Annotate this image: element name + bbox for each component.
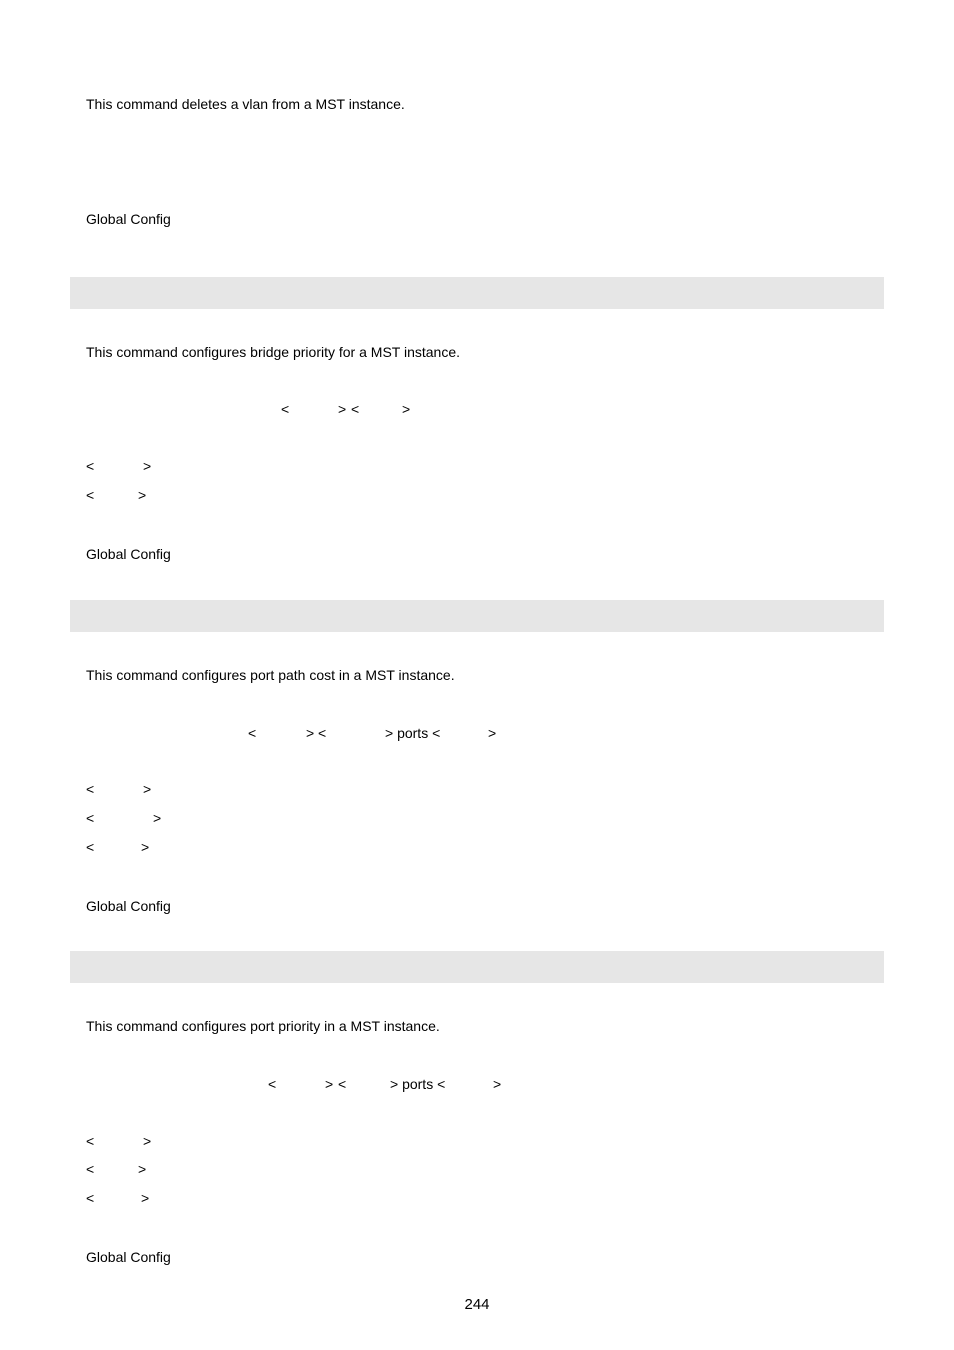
section-1-description: This command deletes a vlan from a MST instance. [86, 96, 405, 112]
section-3-header-bar [70, 600, 884, 632]
section-2-syntax-gt-1: > [338, 401, 347, 417]
section-4-description: This command configures port priority in a MST instance. [86, 1018, 440, 1034]
section-4-syntax-gt-3: > [493, 1076, 502, 1092]
section-3-param-1-lt: < [86, 781, 95, 797]
section-3-syntax-gt-3: > [488, 725, 497, 741]
section-3-syntax-lt-1: < [248, 725, 257, 741]
section-2-param-1-gt: > [143, 458, 152, 474]
section-3-param-1-gt: > [143, 781, 152, 797]
section-2-syntax-gt-2: > [402, 401, 411, 417]
section-3-param-2-lt: < [86, 810, 95, 826]
section-4-param-3-lt: < [86, 1190, 95, 1206]
section-4-syntax-gt-1: > [325, 1076, 334, 1092]
section-2-description: This command configures bridge priority for a MST instance. [86, 344, 461, 360]
section-2-param-2-gt: > [138, 487, 147, 503]
section-2-syntax-lt-1: < [281, 401, 290, 417]
section-2-command-mode: Global Config [86, 546, 171, 562]
section-4-syntax-lt-2: < [338, 1076, 347, 1092]
section-2-header-bar [70, 277, 884, 309]
section-3-param-3-lt: < [86, 839, 95, 855]
section-2-param-1-lt: < [86, 458, 95, 474]
section-4-syntax-ports: > ports < [390, 1076, 446, 1092]
section-4-param-1-lt: < [86, 1133, 95, 1149]
section-3-param-2-gt: > [153, 810, 162, 826]
section-3-syntax-lt-2: < [318, 725, 327, 741]
section-4-param-2-gt: > [138, 1161, 147, 1177]
section-3-command-mode: Global Config [86, 898, 171, 914]
section-2-syntax-lt-2: < [351, 401, 360, 417]
section-4-param-2-lt: < [86, 1161, 95, 1177]
section-3-syntax-ports: > ports < [385, 725, 441, 741]
section-3-description: This command configures port path cost in a MST instance. [86, 667, 455, 683]
section-4-param-3-gt: > [141, 1190, 150, 1206]
page-number: 244 [464, 1296, 490, 1313]
section-2-param-2-lt: < [86, 487, 95, 503]
section-4-syntax-lt-1: < [268, 1076, 277, 1092]
section-4-param-1-gt: > [143, 1133, 152, 1149]
section-3-param-3-gt: > [141, 839, 150, 855]
section-4-header-bar [70, 951, 884, 983]
section-3-syntax-gt-1: > [306, 725, 315, 741]
section-4-command-mode: Global Config [86, 1249, 171, 1265]
section-1-command-mode: Global Config [86, 211, 171, 227]
